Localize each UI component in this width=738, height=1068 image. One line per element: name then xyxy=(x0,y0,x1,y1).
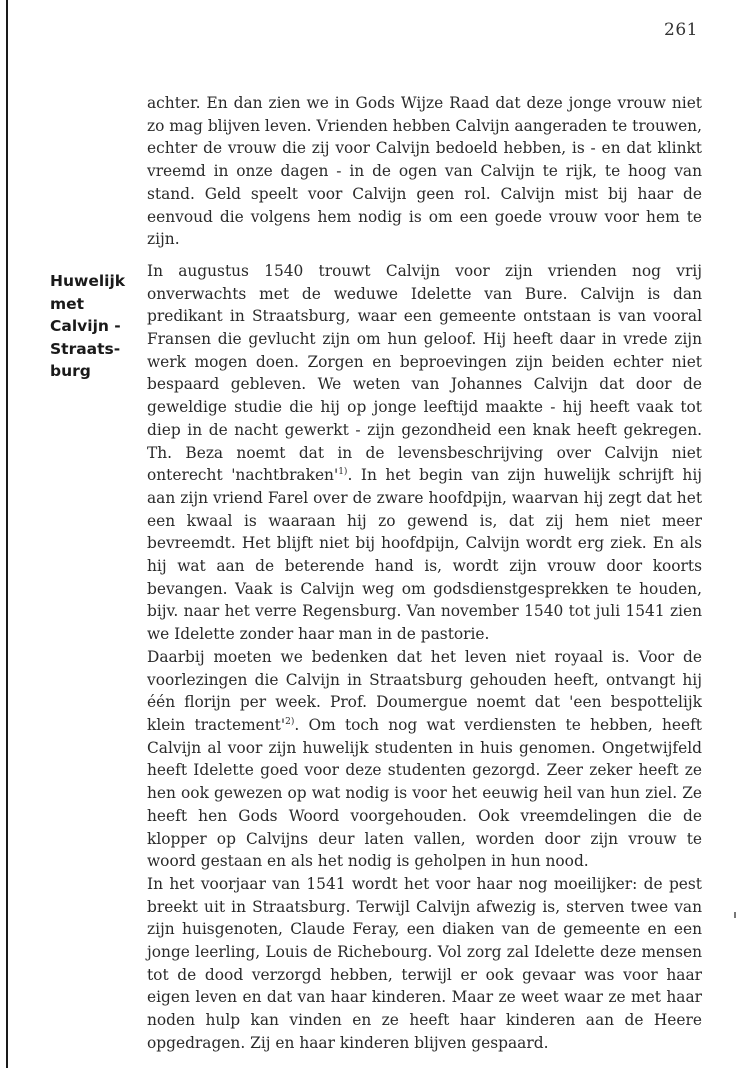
margin-heading-line: met xyxy=(50,294,85,313)
intro-paragraph: achter. En dan zien we in Gods Wijze Raad dat deze jonge vrouw niet zo mag blijven leven. Vrienden hebben Calvijn aangeraden te trouwen, echter de vrouw die zij voor Calvijn bedoeld hebben, is - en dat klinkt vreemd in onze dagen - in de ogen van Calvijn te rijk, te hoog van stand. Geld speelt voor Calvijn geen rol. Calvijn mist bij haar de eenvoud die volgens hem nodig is om een goede vrouw voor hem te zijn. xyxy=(147,94,702,249)
paragraph-text: Daarbij moeten we bedenken dat het leven niet royaal is. Voor de voorlezingen die Calvijn in Straatsburg gehouden heeft, ontvangt hij één florijn per week. Prof. Doumergue noemt dat 'een bespottelijk klein tractement' xyxy=(147,647,702,734)
page-edge xyxy=(6,0,8,1068)
paragraph-text: . In het begin van zijn huwelijk schrijft hij aan zijn vriend Farel over de zware hoofdpijn, waarvan hij zegt dat het een kwaal is waaraan hij zo gewend is, dat zij hem niet meer bevreemdt. Het blijft niet bij hoofdpijn, Calvijn wordt erg ziek. En als hij wat aan de beterende hand is, wordt zijn vrouw door koorts bevangen. Vaak is Calvijn weg om godsdienstgesprekken te houden, bijv. naar het verre Regensburg. Van november 1540 tot juli 1541 zien we Idelette zonder haar man in de pastorie. xyxy=(147,466,703,644)
paragraph-text: In augustus 1540 trouwt Calvijn voor zijn vrienden nog vrij onverwachts met de weduwe Idelette van Bure. Calvijn is dan predikant in Straatsburg, waar een gemeente ontstaan is van vooral Fransen die gevlucht zijn om hun geloof. Hij heeft daar in vrede zijn werk mogen doen. Zorgen en beproevingen zijn beiden echter niet bespaard gebleven. We weten van Johannes Calvijn dat door de geweldige studie die hij op jonge leeftijd maakte - hij heeft vaak tot diep in de nacht gewerkt - zijn gezondheid een knak heeft gekregen. Th. Beza noemt dat in de levensbeschrijving over Calvijn niet onterecht 'nachtbraken' xyxy=(147,261,702,485)
paragraph-text: . Om toch nog wat verdiensten te hebben, heeft Calvijn al voor zijn huwelijk studenten in huis genomen. Ongetwijfeld heeft Idelette goed voor deze studenten gezorgd. Zeer zeker heeft ze hen ook gewezen op wat nodig is voor het eeuwig heil van hun ziel. Ze heeft hen Gods Woord voorgehouden. Ook vreemdelingen die de klopper op Calvijns deur laten vallen, worden door zijn vrouw te woord gestaan en als het nodig is geholpen in hun nood. xyxy=(147,715,702,871)
margin-heading-line: Calvijn - xyxy=(50,317,121,335)
paragraph xyxy=(147,260,702,646)
scan-mark xyxy=(734,912,736,918)
margin-heading-line: Huwelijk xyxy=(50,272,126,290)
margin-heading xyxy=(50,270,142,383)
margin-heading-line: Straats- xyxy=(50,339,121,358)
body-text xyxy=(147,92,702,1055)
page-number: 261 xyxy=(664,20,698,40)
paragraph xyxy=(147,646,702,873)
paragraph: In het voorjaar van 1541 wordt het voor haar nog moeilijker: de pest breekt uit in Straatsburg. Terwijl Calvijn afwezig is, sterven twee van zijn huisgenoten, Claude Feray, een diaken van de gemeente en een jonge leerling, Louis de Richebourg. Vol zorg zal Idelette deze mensen tot de dood verzorgd hebben, terwijl er ook gevaar was voor haar eigen leven en dat van haar kinderen. Maar ze weet waar ze met haar noden hulp kan vinden en ze heeft haar kinderen aan de Heere opgedragen. Zij en haar kinderen blijven gespaard. xyxy=(147,874,702,1052)
footnote-ref: 2) xyxy=(285,716,295,727)
section-marriage xyxy=(147,260,702,1055)
margin-heading-line: burg xyxy=(50,362,91,380)
footnote-ref: 1) xyxy=(338,467,348,478)
